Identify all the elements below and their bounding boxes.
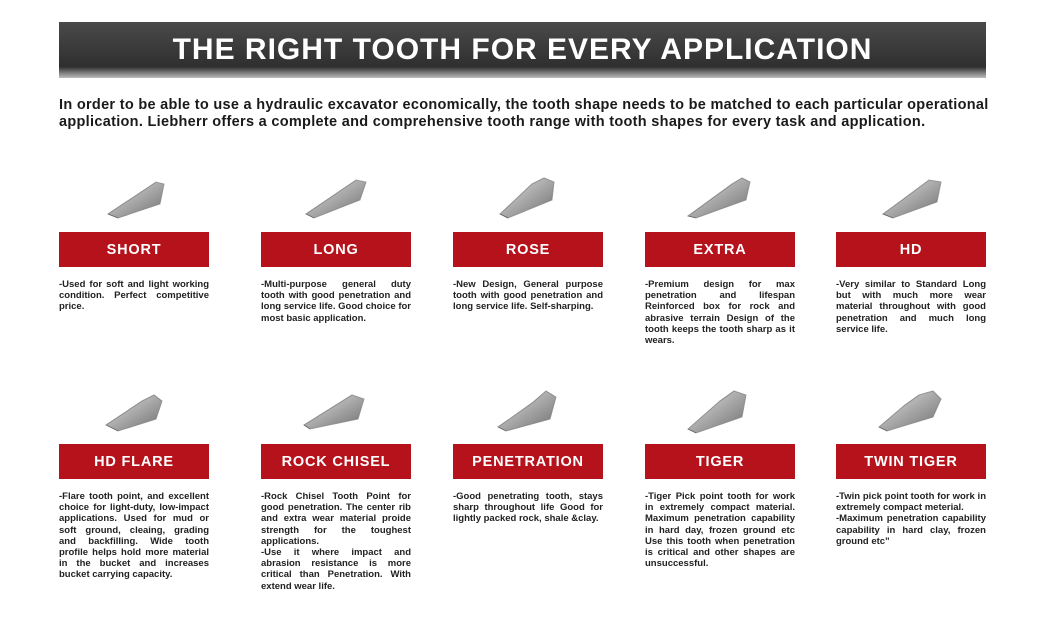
extra-tooth-icon [645, 168, 795, 224]
tooth-description: -Multi-purpose general duty tooth with good penetration and long service life. Good choice for most basic application. [261, 279, 411, 324]
tooth-label: EXTRA [645, 232, 795, 267]
tooth-label: SHORT [59, 232, 209, 267]
tooth-label: TIGER [645, 444, 795, 479]
short-tooth-icon [59, 168, 209, 224]
tooth-description: -Good penetrating tooth, stays sharp throughout life Good for lightly packed rock, shale &clay. [453, 491, 603, 525]
twin-tiger-tooth-icon [836, 383, 986, 439]
penetration-tooth-icon [453, 383, 603, 439]
tooth-label: TWIN TIGER [836, 444, 986, 479]
tooth-description: -Premium design for max penetration and lifespan Reinforced box for rock and abrasive terrain Design of the tooth keeps the tooth sharp as it wears. [645, 279, 795, 347]
title-banner [59, 22, 986, 78]
tooth-description: -Tiger Pick point tooth for work in extremely compact material. Maximum penetration capability in hard day, frozen ground etc Use this tooth when penetration is critical and other shapes are unsuccessful. [645, 491, 795, 570]
hd-flare-tooth-icon [59, 383, 209, 439]
tooth-description: -Very similar to Standard Long but with much more wear material throughout with good penetration and much long service life. [836, 279, 986, 335]
tooth-label: HD [836, 232, 986, 267]
page-title: THE RIGHT TOOTH FOR EVERY APPLICATION [172, 33, 873, 66]
tooth-label: HD FLARE [59, 444, 209, 479]
tooth-description: -Rock Chisel Tooth Point for good penetration. The center rib and extra wear material proide strength for the toughest applications. -Use it where impact and abrasion resistance is more critical than Penetration. With extend wear life. [261, 491, 411, 592]
tooth-description: -Flare tooth point, and excellent choice for light-duty, low-impact applications. Used for mud or soft ground, cleaing, grading and backfilling. Wide tooth profile helps hold more material in the bucket and increases bucket carrying capacity. [59, 491, 209, 581]
intro-paragraph: In order to be able to use a hydraulic excavator economically, the tooth shape needs to be matched to each particular operational application. Liebherr offers a complete and comprehensive tooth range with tooth shapes for every task and application. [59, 97, 989, 130]
tooth-label: ROCK CHISEL [261, 444, 411, 479]
rose-tooth-icon [453, 168, 603, 224]
long-tooth-icon [261, 168, 411, 224]
tooth-label: LONG [261, 232, 411, 267]
tooth-description: -New Design, General purpose tooth with good penetration and long service life. Self-sharping. [453, 279, 603, 313]
hd-tooth-icon [836, 168, 986, 224]
rock-chisel-tooth-icon [261, 383, 411, 439]
tooth-description: -Used for soft and light working condition. Perfect competitive price. [59, 279, 209, 313]
tiger-tooth-icon [645, 383, 795, 439]
tooth-label: ROSE [453, 232, 603, 267]
tooth-label: PENETRATION [453, 444, 603, 479]
tooth-description: -Twin pick point tooth for work in extremely compact meterial. -Maximum penetration capability capability in hard clay, frozen ground etc" [836, 491, 986, 547]
